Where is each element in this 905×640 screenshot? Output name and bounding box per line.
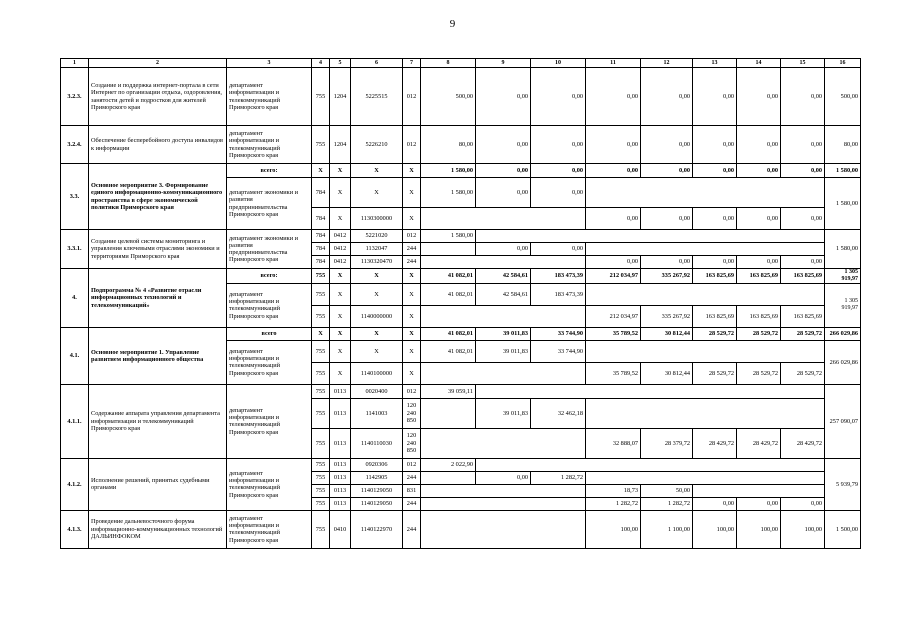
cell-value: 0,00	[641, 208, 693, 230]
cell-total: 1 305 919,97	[825, 269, 861, 284]
header-cell: 9	[476, 59, 531, 68]
cell-grbs: 755	[312, 283, 330, 305]
cell-value: 0,00	[781, 126, 825, 164]
row-number: 3.2.3.	[61, 68, 89, 126]
cell-value: 0,00	[737, 208, 781, 230]
empty-cell	[421, 208, 586, 230]
cell-vr: X	[403, 362, 421, 384]
cell-rzpr: X	[330, 327, 351, 340]
cell-vr: X	[403, 269, 421, 284]
cell-value: 0,00	[693, 208, 737, 230]
cell-value: 0,00	[737, 126, 781, 164]
cell-value: 0,00	[586, 208, 641, 230]
header-cell: 6	[351, 59, 403, 68]
cell-total: 80,00	[825, 126, 861, 164]
cell-value: 0,00	[476, 126, 531, 164]
cell-csr: 1140110030	[351, 428, 403, 458]
cell-value: 163 825,69	[737, 305, 781, 327]
cell-value: 41 082,01	[421, 283, 476, 305]
cell-value: 0,00	[531, 243, 586, 256]
cell-value: 28 429,72	[737, 428, 781, 458]
empty-cell	[421, 256, 586, 269]
empty-cell	[421, 398, 476, 428]
cell-rzpr: 0113	[330, 497, 351, 510]
cell-value: 41 082,01	[421, 327, 476, 340]
cell-rzpr: 0410	[330, 510, 351, 548]
cell-vr: 012	[403, 230, 421, 243]
cell-value: 39 011,83	[476, 398, 531, 428]
cell-total: 500,00	[825, 68, 861, 126]
executor: департамент информатизации и телекоммуникаций Приморского края	[227, 510, 312, 548]
empty-cell	[586, 471, 825, 484]
cell-grbs: 755	[312, 398, 330, 428]
header-cell: 5	[330, 59, 351, 68]
cell-csr: 5226210	[351, 126, 403, 164]
cell-rzpr: X	[330, 340, 351, 362]
cell-value: 0,00	[737, 256, 781, 269]
cell-csr: X	[351, 327, 403, 340]
cell-value: 0,00	[641, 164, 693, 178]
cell-value: 0,00	[641, 68, 693, 126]
cell-csr: 1140100000	[351, 362, 403, 384]
activity-name: Создание целевой системы мониторинга и управления ключевыми отраслями экономики и территориями Приморского края	[89, 230, 227, 269]
cell-value: 0,00	[737, 164, 781, 178]
cell-value: 212 034,97	[586, 305, 641, 327]
cell-rzpr: X	[330, 362, 351, 384]
cell-value: 0,00	[476, 164, 531, 178]
empty-cell	[421, 497, 586, 510]
cell-value: 39 011,83	[476, 327, 531, 340]
cell-value: 0,00	[531, 126, 586, 164]
empty-cell	[476, 458, 825, 471]
cell-vr: 012	[403, 126, 421, 164]
cell-value: 1 580,00	[421, 178, 476, 208]
table-row-total	[61, 269, 861, 284]
executor: департамент экономики и развития предпринимательства Приморского края	[227, 178, 312, 230]
cell-value: 335 267,92	[641, 269, 693, 284]
cell-value: 0,00	[586, 164, 641, 178]
empty-cell	[421, 243, 476, 256]
cell-vr: 012	[403, 68, 421, 126]
row-number: 3.3.1.	[61, 230, 89, 269]
activity-name: Проведение дальневосточного форума информационно-коммуникационных технологий ДАЛЬИНФОКОМ	[89, 510, 227, 548]
cell-value: 1 580,00	[421, 164, 476, 178]
cell-csr: 1130320470	[351, 256, 403, 269]
executor: департамент экономики и развития предпринимательства Приморского края	[227, 230, 312, 269]
row-number: 4.1.1.	[61, 384, 89, 458]
table-row	[61, 458, 861, 471]
cell-grbs: 755	[312, 471, 330, 484]
cell-value: 0,00	[693, 164, 737, 178]
cell-value: 183 473,39	[531, 269, 586, 284]
header-cell: 7	[403, 59, 421, 68]
empty-cell	[586, 243, 825, 256]
cell-value: 42 584,61	[476, 269, 531, 284]
cell-value: 30 812,44	[641, 327, 693, 340]
activity-name: Основное мероприятие 3. Формирование единого информационно-коммуникационного пространства в сфере экономической политики Приморского края	[89, 164, 227, 230]
empty-cell	[421, 305, 586, 327]
cell-value: 335 267,92	[641, 305, 693, 327]
cell-value: 1 580,00	[421, 230, 476, 243]
cell-value: 50,00	[641, 484, 693, 497]
table-row-total	[61, 164, 861, 178]
cell-rzpr: 0113	[330, 384, 351, 398]
table-row	[61, 126, 861, 164]
cell-grbs: 755	[312, 126, 330, 164]
activity-name: Подпрограмма № 4 «Развитие отрасли информационных технологий и телекоммуникаций»	[89, 269, 227, 328]
empty-cell	[421, 471, 476, 484]
cell-total: 1 580,00	[825, 164, 861, 178]
cell-value: 1 282,72	[586, 497, 641, 510]
empty-cell	[586, 340, 825, 362]
cell-grbs: 784	[312, 243, 330, 256]
header-cell: 14	[737, 59, 781, 68]
cell-grbs: 755	[312, 497, 330, 510]
cell-csr: 5221020	[351, 230, 403, 243]
empty-cell	[476, 384, 825, 398]
table-row	[61, 510, 861, 548]
executor: департамент информатизации и телекоммуникаций Приморского края	[227, 283, 312, 327]
cell-value: 0,00	[693, 256, 737, 269]
executor: департамент информатизации и телекоммуникаций Приморского края	[227, 340, 312, 384]
cell-value: 41 082,01	[421, 269, 476, 284]
cell-value: 183 473,39	[531, 283, 586, 305]
cell-value: 0,00	[531, 178, 586, 208]
table-row	[61, 68, 861, 126]
cell-csr: X	[351, 164, 403, 178]
cell-csr: 1141003	[351, 398, 403, 428]
cell-value: 41 082,01	[421, 340, 476, 362]
activity-name: Создание и поддержка интернет-портала в сети Интернет по организации отдыха, оздоровления, занятости детей и подростков для жителей Приморского края	[89, 68, 227, 126]
cell-total: 257 090,07	[825, 384, 861, 458]
header-cell: 3	[227, 59, 312, 68]
cell-vr: X	[403, 340, 421, 362]
cell-value: 2 022,90	[421, 458, 476, 471]
page-number: 9	[449, 18, 456, 30]
empty-cell	[586, 283, 825, 305]
cell-value: 0,00	[641, 126, 693, 164]
cell-vr: X	[403, 164, 421, 178]
empty-cell	[586, 398, 825, 428]
cell-vr: 120 240 850	[403, 428, 421, 458]
cell-value: 0,00	[586, 126, 641, 164]
cell-rzpr: X	[330, 283, 351, 305]
cell-value: 0,00	[586, 68, 641, 126]
cell-total: 1 580,00	[825, 178, 861, 230]
cell-grbs: 755	[312, 510, 330, 548]
header-cell: 2	[89, 59, 227, 68]
total-label: всего:	[227, 269, 312, 284]
cell-rzpr: 1204	[330, 68, 351, 126]
cell-value: 0,00	[737, 68, 781, 126]
cell-grbs: 755	[312, 384, 330, 398]
cell-value: 500,00	[421, 68, 476, 126]
cell-vr: X	[403, 178, 421, 208]
cell-value: 42 584,61	[476, 283, 531, 305]
cell-rzpr: X	[330, 305, 351, 327]
cell-value: 39 059,11	[421, 384, 476, 398]
cell-value: 0,00	[693, 497, 737, 510]
total-label: всего:	[227, 164, 312, 178]
cell-value: 1 282,72	[531, 471, 586, 484]
cell-grbs: 755	[312, 484, 330, 497]
cell-grbs: 784	[312, 256, 330, 269]
total-label: всего	[227, 327, 312, 340]
cell-grbs: X	[312, 164, 330, 178]
cell-vr: X	[403, 327, 421, 340]
cell-value: 0,00	[781, 256, 825, 269]
cell-csr: X	[351, 283, 403, 305]
cell-value: 0,00	[531, 164, 586, 178]
cell-csr: 1140129050	[351, 484, 403, 497]
cell-csr: 1140129050	[351, 497, 403, 510]
cell-value: 28 529,72	[693, 362, 737, 384]
cell-value: 0,00	[737, 497, 781, 510]
cell-csr: 1142905	[351, 471, 403, 484]
cell-value: 35 789,52	[586, 327, 641, 340]
cell-rzpr: X	[330, 164, 351, 178]
empty-cell	[421, 510, 586, 548]
header-cell: 1	[61, 59, 89, 68]
cell-grbs: 784	[312, 230, 330, 243]
header-cell: 12	[641, 59, 693, 68]
cell-value: 39 011,83	[476, 340, 531, 362]
cell-value: 28 379,72	[641, 428, 693, 458]
cell-value: 163 825,69	[693, 305, 737, 327]
cell-vr: 012	[403, 384, 421, 398]
cell-grbs: 784	[312, 208, 330, 230]
cell-value: 100,00	[693, 510, 737, 548]
cell-value: 0,00	[693, 126, 737, 164]
cell-value: 163 825,69	[693, 269, 737, 284]
cell-vr: 120 240 850	[403, 398, 421, 428]
header-cell: 10	[531, 59, 586, 68]
cell-value: 1 282,72	[641, 497, 693, 510]
empty-cell	[421, 428, 586, 458]
cell-rzpr: X	[330, 208, 351, 230]
cell-grbs: 755	[312, 362, 330, 384]
cell-rzpr: 0412	[330, 256, 351, 269]
cell-total: 1 305 919,97	[825, 283, 861, 327]
cell-grbs: 755	[312, 305, 330, 327]
cell-total: 266 029,86	[825, 340, 861, 384]
header-row	[61, 59, 861, 68]
cell-value: 163 825,69	[781, 305, 825, 327]
cell-csr: 1132047	[351, 243, 403, 256]
cell-vr: 244	[403, 510, 421, 548]
cell-value: 35 789,52	[586, 362, 641, 384]
activity-name: Содержание аппарата управления департамента информатизации и телекоммуникаций Приморского края	[89, 384, 227, 458]
row-number: 3.3.	[61, 164, 89, 230]
cell-value: 0,00	[641, 256, 693, 269]
cell-value: 212 034,97	[586, 269, 641, 284]
row-number: 4.1.	[61, 327, 89, 384]
row-number: 3.2.4.	[61, 126, 89, 164]
table-row	[61, 230, 861, 243]
cell-grbs: 755	[312, 340, 330, 362]
cell-value: 28 429,72	[693, 428, 737, 458]
cell-csr: 5225515	[351, 68, 403, 126]
cell-vr: 244	[403, 497, 421, 510]
activity-name: Обеспечение бесперебойного доступа инвалидов к информации	[89, 126, 227, 164]
cell-csr: 0920306	[351, 458, 403, 471]
cell-grbs: X	[312, 327, 330, 340]
cell-value: 0,00	[586, 256, 641, 269]
cell-value: 28 429,72	[781, 428, 825, 458]
cell-vr: 244	[403, 256, 421, 269]
cell-value: 0,00	[531, 68, 586, 126]
cell-total: 266 029,86	[825, 327, 861, 340]
cell-grbs: 755	[312, 269, 330, 284]
cell-rzpr: 1204	[330, 126, 351, 164]
cell-vr: X	[403, 305, 421, 327]
cell-rzpr: 0412	[330, 243, 351, 256]
cell-value: 0,00	[476, 243, 531, 256]
empty-cell	[476, 230, 825, 243]
cell-value: 0,00	[476, 68, 531, 126]
header-cell: 15	[781, 59, 825, 68]
header-cell: 8	[421, 59, 476, 68]
cell-vr: X	[403, 208, 421, 230]
header-cell: 13	[693, 59, 737, 68]
cell-value: 0,00	[476, 178, 531, 208]
activity-name: Основное мероприятие 1. Управление развитием информационного общества	[89, 327, 227, 384]
cell-csr: 1130300000	[351, 208, 403, 230]
cell-value: 100,00	[737, 510, 781, 548]
cell-rzpr: 0113	[330, 398, 351, 428]
cell-value: 163 825,69	[737, 269, 781, 284]
cell-grbs: 755	[312, 458, 330, 471]
cell-value: 80,00	[421, 126, 476, 164]
empty-cell	[421, 362, 586, 384]
cell-value: 0,00	[693, 68, 737, 126]
cell-rzpr: 0412	[330, 230, 351, 243]
cell-vr: 831	[403, 484, 421, 497]
cell-value: 18,73	[586, 484, 641, 497]
table-row-total	[61, 327, 861, 340]
cell-value: 0,00	[781, 497, 825, 510]
cell-rzpr: 0113	[330, 428, 351, 458]
cell-rzpr: 0113	[330, 458, 351, 471]
cell-value: 163 825,69	[781, 269, 825, 284]
empty-cell	[693, 484, 825, 497]
cell-value: 30 812,44	[641, 362, 693, 384]
cell-vr: 012	[403, 458, 421, 471]
empty-cell	[421, 484, 586, 497]
cell-grbs: 784	[312, 178, 330, 208]
cell-value: 28 529,72	[737, 362, 781, 384]
cell-value: 0,00	[781, 68, 825, 126]
cell-csr: X	[351, 269, 403, 284]
program-budget-table	[60, 58, 861, 549]
cell-grbs: 755	[312, 68, 330, 126]
cell-rzpr: 0113	[330, 471, 351, 484]
cell-value: 32 462,18	[531, 398, 586, 428]
empty-cell	[586, 178, 825, 208]
executor: департамент информатизации и телекоммуникаций Приморского края	[227, 458, 312, 510]
cell-rzpr: X	[330, 269, 351, 284]
cell-value: 100,00	[586, 510, 641, 548]
activity-name: Исполнение решений, принятых судебными органами	[89, 458, 227, 510]
cell-csr: 1140000000	[351, 305, 403, 327]
cell-csr: X	[351, 178, 403, 208]
cell-value: 100,00	[781, 510, 825, 548]
cell-value: 33 744,90	[531, 340, 586, 362]
executor: департамент информатизации и телекоммуникаций Приморского края	[227, 126, 312, 164]
cell-value: 28 529,72	[737, 327, 781, 340]
table-row	[61, 384, 861, 398]
executor: департамент информатизации и телекоммуникаций Приморского края	[227, 68, 312, 126]
cell-total: 1 500,00	[825, 510, 861, 548]
cell-csr: X	[351, 340, 403, 362]
cell-value: 0,00	[781, 208, 825, 230]
cell-total: 5 939,79	[825, 458, 861, 510]
cell-rzpr: X	[330, 178, 351, 208]
cell-value: 0,00	[476, 471, 531, 484]
header-cell: 11	[586, 59, 641, 68]
cell-vr: 244	[403, 243, 421, 256]
cell-value: 28 529,72	[693, 327, 737, 340]
cell-rzpr: 0113	[330, 484, 351, 497]
row-number: 4.1.2.	[61, 458, 89, 510]
cell-vr: 244	[403, 471, 421, 484]
header-cell: 16	[825, 59, 861, 68]
cell-value: 28 529,72	[781, 362, 825, 384]
header-cell: 4	[312, 59, 330, 68]
cell-total: 1 580,00	[825, 230, 861, 269]
cell-value: 32 888,07	[586, 428, 641, 458]
cell-csr: 0020400	[351, 384, 403, 398]
cell-grbs: 755	[312, 428, 330, 458]
row-number: 4.	[61, 269, 89, 328]
cell-value: 33 744,90	[531, 327, 586, 340]
cell-vr: X	[403, 283, 421, 305]
cell-csr: 1140122970	[351, 510, 403, 548]
executor: департамент информатизации и телекоммуникаций Приморского края	[227, 384, 312, 458]
cell-value: 1 100,00	[641, 510, 693, 548]
row-number: 4.1.3.	[61, 510, 89, 548]
cell-value: 0,00	[781, 164, 825, 178]
cell-value: 28 529,72	[781, 327, 825, 340]
